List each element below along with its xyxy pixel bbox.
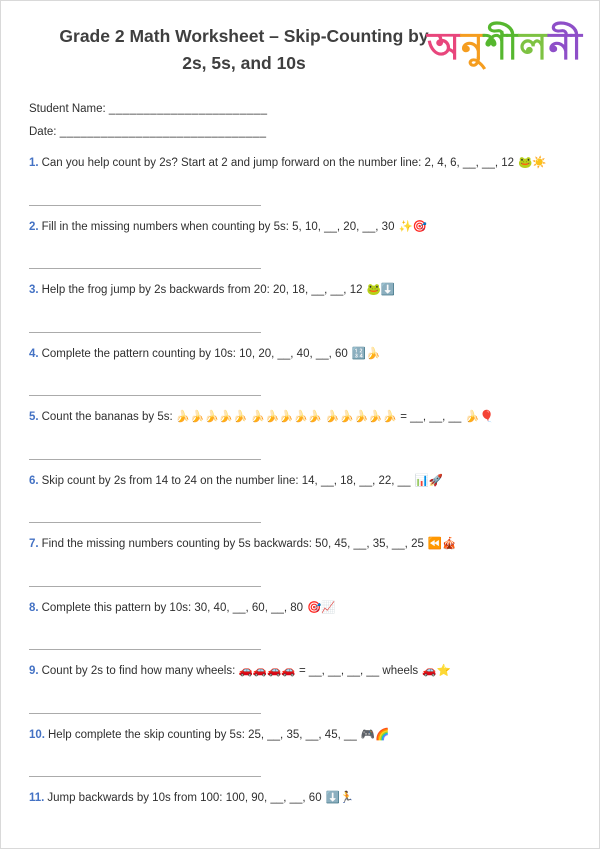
question-9 <box>29 664 571 714</box>
logo-letter: ল <box>519 26 549 68</box>
worksheet-header <box>29 19 583 97</box>
page-title-line2: 2s, 5s, and 10s <box>182 53 306 74</box>
question-emojis: ✨🎯 <box>398 220 428 233</box>
student-name-blank: _______________________ <box>108 103 268 115</box>
question-6 <box>29 474 571 524</box>
question-7 <box>29 537 571 587</box>
question-number: 5. <box>29 411 39 424</box>
answer-line <box>29 776 261 777</box>
question-number: 4. <box>29 347 39 360</box>
logo-letter: নু <box>461 26 485 68</box>
student-name-label: Student Name: <box>29 103 106 115</box>
answer-line <box>29 522 261 523</box>
question-number: 10. <box>29 728 45 741</box>
question-number: 11. <box>29 792 45 805</box>
question-emojis: 🔢🍌 <box>351 347 381 360</box>
question-emojis: 🎯📈 <box>307 601 336 614</box>
logo-letter: অ <box>427 26 462 68</box>
question-text: Can you help count by 2s? Start at 2 and jump forward on the number line: 2, 4, 6, __, __, 12 <box>41 157 515 169</box>
question-number: 3. <box>29 284 39 297</box>
question-emojis: ⏪🎪 <box>427 538 457 551</box>
answer-line <box>29 459 261 460</box>
question-number: 2. <box>29 220 39 233</box>
question-2 <box>29 220 571 270</box>
answer-line <box>29 332 261 333</box>
question-4 <box>29 347 571 397</box>
question-text: Count by 2s to find how many wheels: 🚗🚗🚗🚗 = __, __, __, __ wheels <box>41 665 419 678</box>
question-11 <box>29 791 571 807</box>
question-number: 9. <box>29 665 39 678</box>
logo-letter: ন <box>548 26 583 68</box>
question-text: Skip count by 2s from 14 to 24 on the number line: 14, __, 18, __, 22, __ <box>41 474 411 487</box>
question-number: 8. <box>29 601 39 614</box>
question-5 <box>29 410 571 460</box>
page-title <box>29 19 462 77</box>
question-text: Find the missing numbers counting by 5s backwards: 50, 45, __, 35, __, 25 <box>41 538 424 551</box>
question-text: Help complete the skip counting by 5s: 25, __, 35, __, 45, __ <box>48 728 357 741</box>
question-3 <box>29 283 571 333</box>
answer-line <box>29 395 261 396</box>
question-number: 1. <box>29 157 39 169</box>
question-text: Help the frog jump by 2s backwards from 20: 20, 18, __, __, 12 <box>41 284 363 297</box>
question-8 <box>29 601 571 651</box>
student-name-field <box>29 103 571 115</box>
question-emojis: 🎮🌈 <box>360 728 390 741</box>
question-number: 7. <box>29 538 39 551</box>
question-text: Jump backwards by 10s from 100: 100, 90, __, __, 60 <box>47 792 322 805</box>
date-blank: ______________________________ <box>59 126 267 138</box>
answer-line <box>29 649 261 650</box>
question-text: Complete the pattern counting by 10s: 10, 20, __, 40, __, 60 <box>41 347 348 360</box>
answer-line <box>29 205 261 206</box>
answer-line <box>29 586 261 587</box>
question-number: 6. <box>29 474 39 487</box>
anushilani-logo <box>427 17 583 77</box>
date-label: Date: <box>29 126 57 138</box>
question-emojis: 🚗⭐ <box>422 665 451 678</box>
date-field <box>29 126 571 138</box>
question-text: Complete this pattern by 10s: 30, 40, __, 60, __, 80 <box>41 601 304 614</box>
questions-list <box>29 156 571 807</box>
question-text: Count the bananas by 5s: 🍌🍌🍌🍌🍌 🍌🍌🍌🍌🍌 🍌🍌🍌🍌🍌 = __, __, __ <box>41 411 462 424</box>
question-emojis: ⬇️🏃 <box>325 792 355 805</box>
question-emojis: 🐸⬇️ <box>366 284 396 297</box>
question-text: Fill in the missing numbers when counting by 5s: 5, 10, __, 20, __, 30 <box>41 220 395 233</box>
question-emojis: 🍌🎈 <box>465 411 494 424</box>
question-10 <box>29 728 571 778</box>
question-1 <box>29 156 571 206</box>
question-emojis: 🐸☀️ <box>518 157 547 169</box>
logo-letter: শ <box>484 26 520 68</box>
page-title-line1: Grade 2 Math Worksheet – Skip-Counting by <box>59 26 429 46</box>
student-info-section <box>29 103 571 138</box>
answer-line <box>29 268 261 269</box>
question-emojis: 📊🚀 <box>414 474 444 487</box>
answer-line <box>29 713 261 714</box>
